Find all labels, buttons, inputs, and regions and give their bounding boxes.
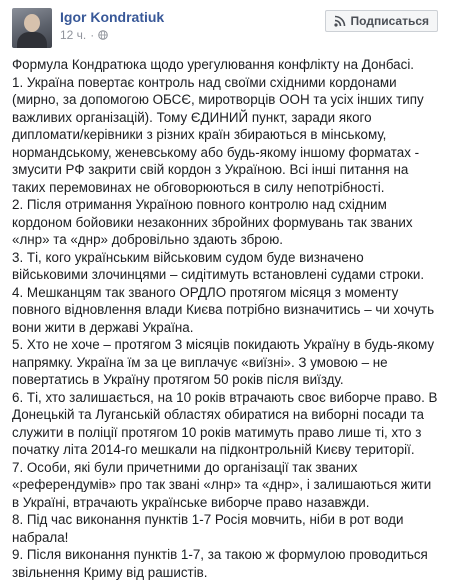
post-paragraph-8: 8. Під час виконання пунктів 1-7 Росія мовчить, ніби в рот води набрала!	[12, 512, 404, 545]
avatar[interactable]	[12, 8, 52, 48]
subscribe-button[interactable]	[325, 10, 438, 32]
post-paragraph-4: 4. Мешканцям так званого ОРДЛО протягом місяця з моменту повного відновлення влади Києва потрібно визначитись – чи хочуть вони жити в державі Україна.	[12, 284, 435, 335]
post-paragraph-3: 3. Ті, кого українським військовим судом буде визначено військовими злочинцями – сидітимуть встановлені судами строки.	[12, 249, 425, 282]
post-subline	[60, 27, 164, 43]
post-meta	[60, 8, 164, 43]
post-paragraph-7: 7. Особи, які були причетними до організації так званих «референдумів» про так звані «лнр» та «днр», і залишаються жити в Україні, втрачають українське виборче право назавжди.	[12, 459, 432, 510]
post-paragraph-6: 6. Ті, хто залишається, на 10 років втрачають своє виборче право. В Донецькій та Луганській областях обиратися на виборні посади та служити в поліції протягом 10 років матимуть право лише ті, хто з початку літа 2014-го мешкали на підконтрольній Києву території.	[12, 389, 438, 457]
separator: ·	[90, 28, 95, 42]
rss-icon	[334, 15, 346, 27]
post-paragraph-9: 9. Після виконання пунктів 1-7, за такою ж формулою проводиться звільнення Криму від рашистів.	[12, 547, 428, 580]
author-name[interactable]: Igor Kondratiuk	[60, 9, 165, 25]
post-paragraph-2: 2. Після отримання Україною повного контролю над східним кордоном бойовики незаконних збройних формувань так званих «лнр» та «днр» добровільно здають зброю.	[12, 197, 413, 247]
post-paragraph-intro: Формула Кондратюка щодо урегулювання конфлікту на Донбасі.	[12, 57, 415, 72]
post-paragraph-5: 5. Хто не хоче – протягом 3 місяців покидають Україну в будь-якому напрямку. Україна їм за це виплачує «виїзні». З умовою – не повертатись в Україну протягом 50 років після виїзду.	[12, 337, 435, 387]
post-time[interactable]: 12 ч.	[60, 28, 87, 42]
globe-icon	[98, 30, 108, 40]
post-text	[12, 56, 438, 581]
subscribe-label: Подписаться	[350, 14, 429, 28]
post-paragraph-1: 1. Україна повертає контроль над своїми східними кордонами (мирно, за допомогою ОБСЄ, миротворців ООН та усіх інших типу важливих організацій). Тому ЄДИНИЙ пункт, заради якого дипломати/керівники з різних країн збираються в мінському, нормандському, женевському або будь-якому іншому форматах - змусити РФ закрити свій кордон з Україною. Всі інші питання на таких перемовинах не обговорюються в силу непотрібності.	[12, 74, 424, 195]
